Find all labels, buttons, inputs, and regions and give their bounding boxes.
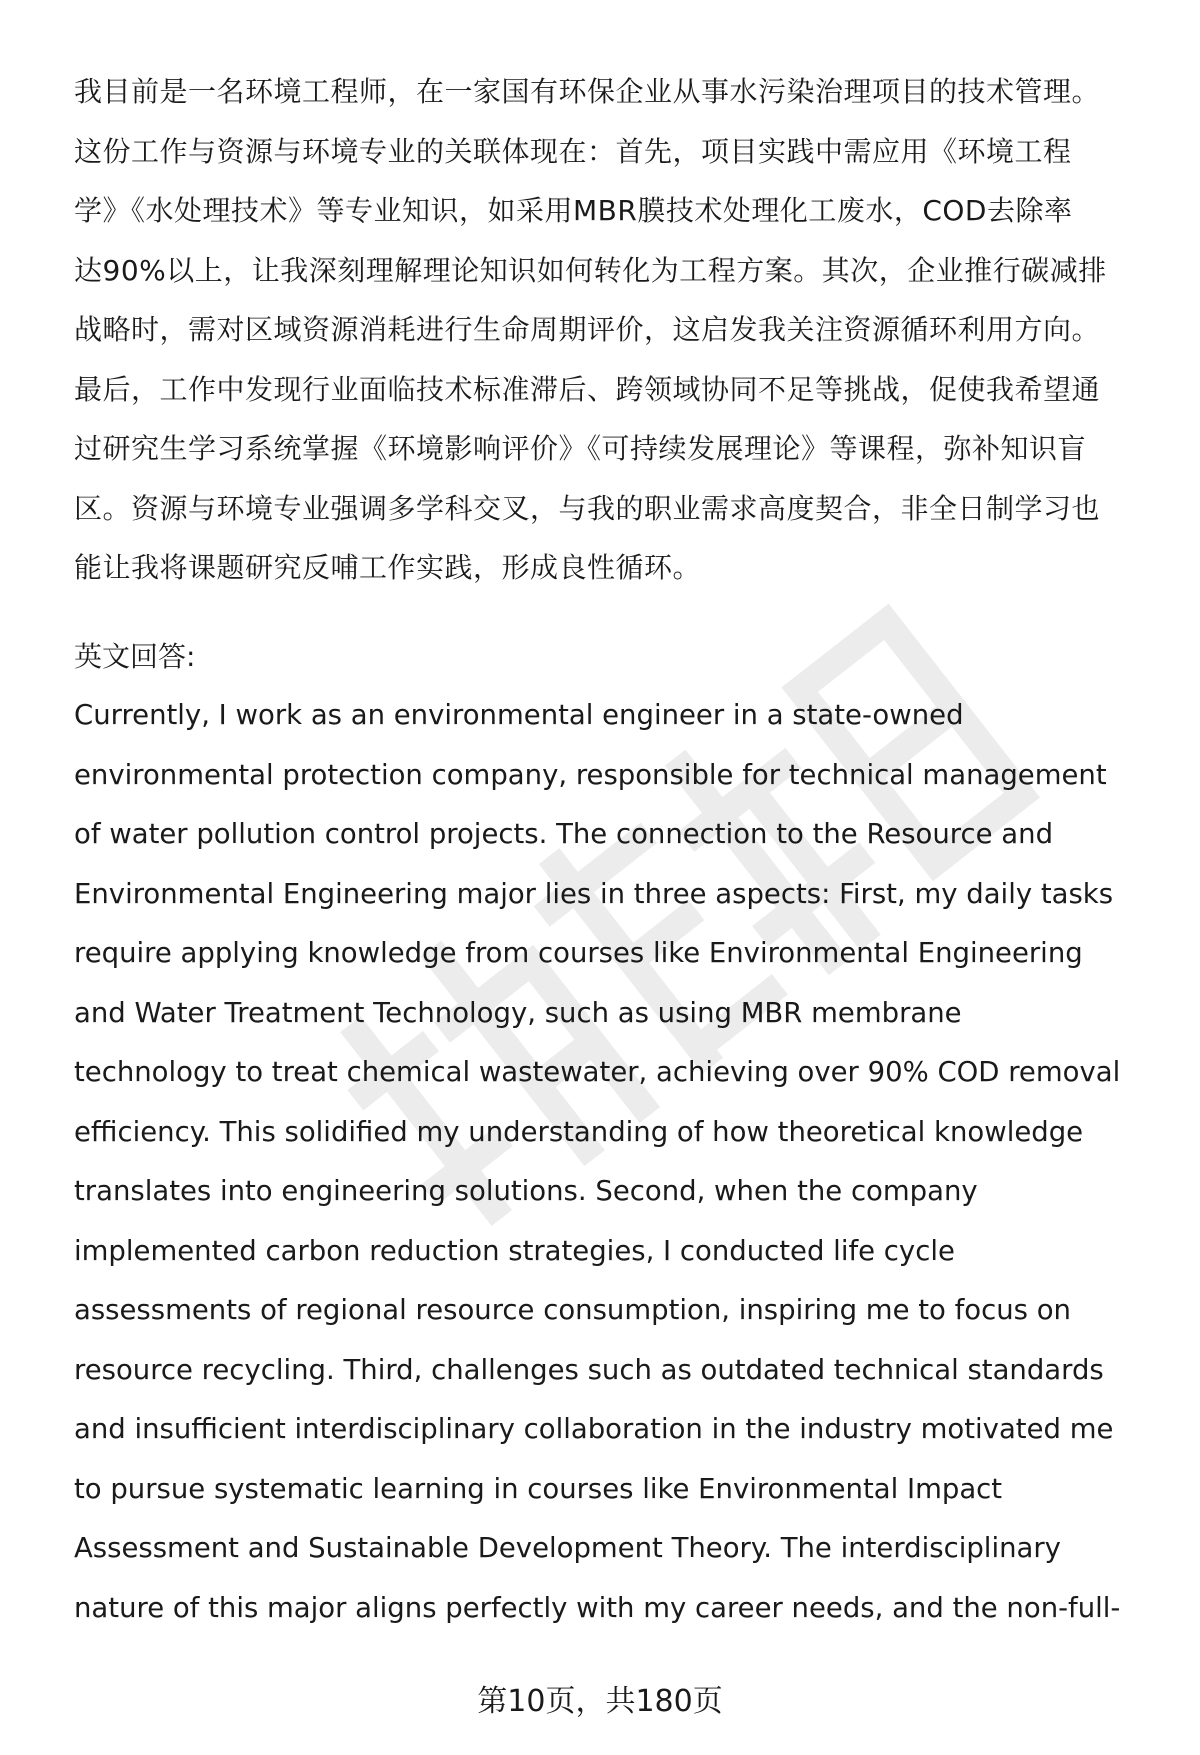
paragraph-line: 区。资源与环境专业强调多学科交叉，与我的职业需求高度契合，非全日制学习也 bbox=[74, 491, 1101, 525]
paragraph-line: 最后，工作中发现行业面临技术标准滞后、跨领域协同不足等挑战，促使我希望通 bbox=[74, 372, 1101, 406]
paragraph-line: Assessment and Sustainable Development Theory. The interdisciplinary bbox=[74, 1532, 1061, 1564]
paragraph-line: 我目前是一名环境工程师，在一家国有环保企业从事水污染治理项目的技术管理。 bbox=[74, 75, 1101, 108]
paragraph-line: 学》《水处理技术》等专业知识，如采用MBR膜技术处理化工废水，COD去除率 bbox=[74, 194, 1073, 227]
english-answer-heading: 英文回答: bbox=[74, 639, 196, 673]
paragraph-line: 能让我将课题研究反哺工作实践，形成良性循环。 bbox=[74, 551, 702, 584]
paragraph-line: assessments of regional resource consumption, inspiring me to focus on bbox=[74, 1294, 1071, 1326]
paragraph-line: implemented carbon reduction strategies, I conducted life cycle bbox=[74, 1234, 955, 1267]
paragraph-line: translates into engineering solutions. Second, when the company bbox=[74, 1175, 978, 1207]
paragraph-line: nature of this major aligns perfectly with my career needs, and the non-full- bbox=[74, 1591, 1121, 1624]
chinese-answer-paragraph bbox=[74, 62, 1144, 598]
paragraph-line: efficiency. This solidified my understanding of how theoretical knowledge bbox=[74, 1115, 1084, 1148]
paragraph-line: and Water Treatment Technology, such as using MBR membrane bbox=[74, 996, 962, 1029]
page-number: 第10页，共180页 bbox=[477, 1684, 723, 1719]
paragraph-line: environmental protection company, responsible for technical management bbox=[74, 758, 1107, 791]
paragraph-line: 过研究生学习系统掌握《环境影响评价》《可持续发展理论》等课程，弥补知识盲 bbox=[74, 432, 1087, 465]
paragraph-line: 这份工作与资源与环境专业的关联体现在：首先，项目实践中需应用《环境工程 bbox=[74, 134, 1072, 168]
paragraph-line: require applying knowledge from courses like Environmental Engineering bbox=[74, 937, 1083, 969]
english-answer-paragraph bbox=[74, 686, 1144, 1638]
paragraph-line: Currently, I work as an environmental engineer in a state-owned bbox=[74, 699, 964, 731]
paragraph-line: technology to treat chemical wastewater, achieving over 90% COD removal bbox=[74, 1056, 1121, 1088]
paragraph-line: 战略时，需对区域资源消耗进行生命周期评价，这启发我关注资源循环利用方向。 bbox=[74, 313, 1101, 346]
document-body bbox=[74, 62, 1144, 1638]
paragraph-line: to pursue systematic learning in courses like Environmental Impact bbox=[74, 1472, 1003, 1505]
paragraph-line: and insufficient interdisciplinary collaboration in the industry motivated me bbox=[74, 1413, 1114, 1445]
paragraph-line: 达90%以上，让我深刻理解理论知识如何转化为工程方案。其次，企业推行碳减排 bbox=[74, 253, 1107, 287]
paragraph-line: of water pollution control projects. The connection to the Resource and bbox=[74, 818, 1054, 850]
paragraph-line: Environmental Engineering major lies in three aspects: First, my daily tasks bbox=[74, 877, 1114, 910]
paragraph-line: resource recycling. Third, challenges such as outdated technical standards bbox=[74, 1353, 1104, 1386]
